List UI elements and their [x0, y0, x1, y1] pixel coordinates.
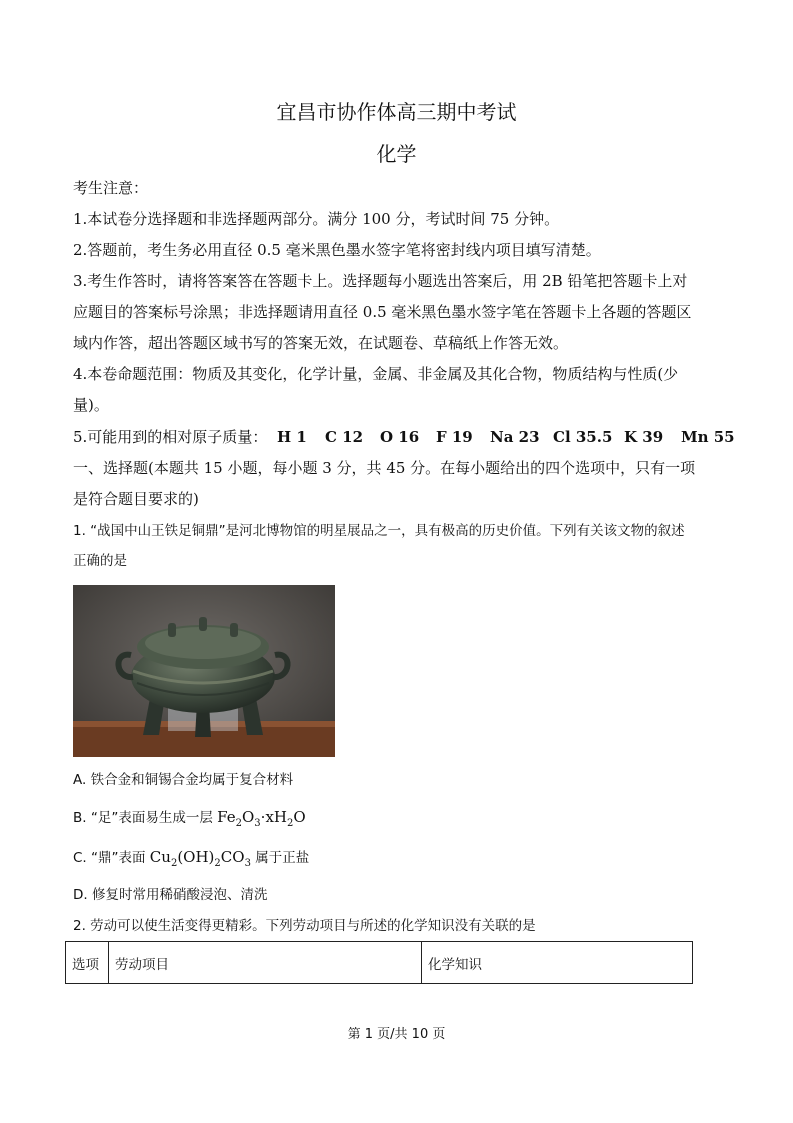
notice-item-4-line2: 量)。 — [73, 396, 109, 414]
q2-table — [65, 941, 693, 984]
q1-stem-line1: 1. “战国中山王铁足铜鼎”是河北博物馆的明星展品之一，具有极高的历史价值。下列有关该文物的叙述 — [73, 523, 685, 539]
notice-item-3-line3: 域内作答，超出答题区域书写的答案无效，在试题卷、草稿纸上作答无效。 — [73, 334, 569, 352]
q1-option-c-formula: $Cu_2(OH)_2CO_3$ — [149, 848, 251, 869]
exam-subject: 化学 — [376, 142, 417, 166]
atomic-mass-cl: Cl 35.5 — [553, 428, 613, 446]
q1-option-b-text: B. “足”表面易生成一层 — [73, 810, 213, 826]
atomic-mass-o: O 16 — [380, 428, 420, 446]
table-header-option: 选项 — [66, 942, 109, 984]
q1-option-b-formula: $Fe_2O_3\cdot xH_2O$ — [217, 808, 306, 829]
notice-item-2: 2.答题前，考生务必用直径 0.5 毫米黑色墨水签字笔将密封线内项目填写清楚。 — [73, 241, 601, 259]
q2-stem: 2. 劳动可以使生活变得更精彩。下列劳动项目与所述的化学知识没有关联的是 — [73, 918, 536, 934]
q1-option-c-suffix: 属于正盐 — [255, 850, 310, 866]
atomic-mass-mn: Mn 55 — [681, 428, 735, 446]
section1-heading-line1: 一、选择题(本题共 15 小题，每小题 3 分，共 45 分。在每小题给出的四个选项中，只有一项 — [73, 459, 696, 477]
page-footer: 第 1 页/共 10 页 — [347, 1027, 446, 1042]
notice-item-3-line2: 应题目的答案标号涂黑；非选择题请用直径 0.5 毫米黑色墨水签字笔在答题卡上各题的答题区 — [73, 303, 692, 321]
atomic-mass-k: K 39 — [624, 428, 664, 446]
q1-stem-line2: 正确的是 — [73, 553, 127, 569]
exam-title: 宜昌市协作体高三期中考试 — [276, 100, 517, 124]
q1-option-b — [73, 807, 733, 834]
table-header-chemistry-knowledge: 化学知识 — [422, 942, 693, 984]
section1-heading-line2: 是符合题目要求的) — [73, 490, 199, 508]
notice-heading: 考生注意： — [73, 179, 149, 197]
q1-option-a: A. 铁合金和铜锡合金均属于复合材料 — [73, 772, 294, 788]
atomic-masses-line — [73, 427, 733, 447]
atomic-mass-na: Na 23 — [490, 428, 540, 446]
q1-option-c — [73, 847, 733, 874]
notice-item-4-line1: 4.本卷命题范围：物质及其变化，化学计量，金属、非金属及其化合物，物质结构与性质(少 — [73, 365, 679, 383]
q1-option-d: D. 修复时常用稀硝酸浸泡、清洗 — [73, 887, 268, 903]
table-row — [66, 942, 693, 984]
notice-item-3-line1: 3.考生作答时，请将答案答在答题卡上。选择题每小题选出答案后，用 2B 铅笔把答题卡上对 — [73, 272, 688, 290]
table-header-labor-item: 劳动项目 — [109, 942, 422, 984]
atomic-masses-label: 5.可能用到的相对原子质量： — [73, 428, 268, 446]
notice-item-1: 1.本试卷分选择题和非选择题两部分。满分 100 分，考试时间 75 分钟。 — [73, 210, 560, 228]
atomic-mass-c: C 12 — [325, 428, 364, 446]
q1-option-c-text: C. “鼎”表面 — [73, 850, 146, 866]
atomic-mass-h: H 1 — [277, 428, 307, 446]
bronze-ding-photo — [73, 585, 335, 757]
atomic-mass-f: F 19 — [436, 428, 473, 446]
